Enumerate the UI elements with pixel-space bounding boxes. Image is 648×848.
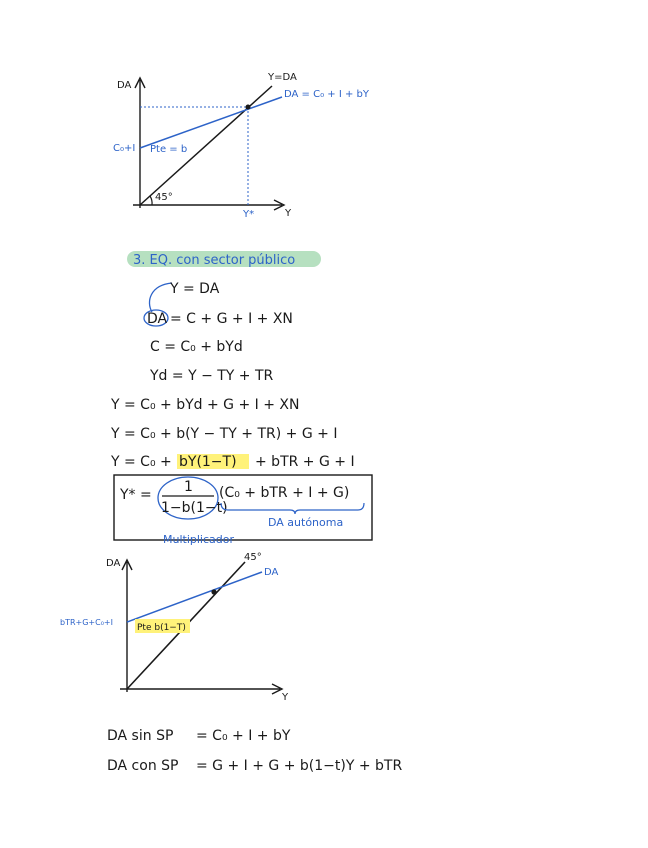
link-arc bbox=[149, 283, 172, 312]
graph-1 bbox=[113, 72, 370, 220]
graph2-da-label: DA bbox=[264, 567, 279, 578]
da-con-sp-rhs: = G + I + G + b(1−t)Y + bTR bbox=[196, 758, 403, 774]
eq-da-lhs: DA bbox=[147, 311, 168, 327]
graph2-slope-label: Pte b(1−T) bbox=[137, 623, 186, 633]
graph2-da-line bbox=[127, 572, 262, 622]
eq-substitution-1: Y = C₀ + bYd + G + I + XN bbox=[111, 397, 300, 413]
label-multiplicador: Multiplicador bbox=[163, 533, 235, 546]
graph2-intercept-label: bTR+G+C₀+I bbox=[60, 618, 113, 627]
bottom-equations bbox=[107, 728, 402, 774]
graph1-x-label: Y bbox=[285, 208, 292, 219]
fraction-numerator: 1 bbox=[184, 479, 193, 495]
eq-y-equals-da: Y = DA bbox=[170, 281, 220, 297]
eq-consumption: C = C₀ + bYd bbox=[150, 339, 243, 355]
graph1-y-label: DA bbox=[117, 80, 132, 91]
result-rhs: (C₀ + bTR + I + G) bbox=[219, 485, 350, 501]
graph1-equilibrium-label: Y* bbox=[243, 209, 255, 220]
graph2-equilibrium-point bbox=[211, 589, 216, 594]
eq-substitution-3-highlight: bY(1−T) bbox=[179, 454, 237, 470]
fraction-denominator: 1−b(1−t) bbox=[161, 500, 228, 516]
da-sin-sp-rhs: = C₀ + I + bY bbox=[196, 728, 291, 744]
graph1-da-label: DA = C₀ + I + bY bbox=[284, 89, 369, 100]
equations-block bbox=[110, 281, 372, 546]
eq-substitution-3-b: + bTR + G + I bbox=[255, 454, 355, 470]
graph1-45-label: Y=DA bbox=[268, 72, 297, 83]
graph2-x-label: Y bbox=[282, 692, 289, 703]
result-lhs: Y* = bbox=[120, 487, 152, 503]
graph1-angle-label: 45° bbox=[155, 192, 173, 203]
graph2-45-label: 45° bbox=[244, 552, 262, 563]
section-header bbox=[127, 251, 321, 268]
graph2-y-label: DA bbox=[106, 558, 121, 569]
graph1-slope-label: Pte = b bbox=[150, 144, 188, 155]
da-sin-sp-lhs: DA sin SP bbox=[107, 728, 174, 744]
graph1-angle-arc bbox=[150, 196, 152, 205]
autonomous-brace bbox=[221, 503, 364, 514]
graph1-equilibrium-point bbox=[246, 105, 251, 110]
eq-disposable-income: Yd = Y − TY + TR bbox=[150, 368, 274, 384]
eq-da-rhs: = C + G + I + XN bbox=[170, 311, 293, 327]
eq-substitution-3-a: Y = C₀ + bbox=[111, 454, 172, 470]
eq-substitution-2: Y = C₀ + b(Y − TY + TR) + G + I bbox=[111, 426, 338, 442]
section-title: 3. EQ. con sector público bbox=[133, 253, 296, 268]
da-con-sp-lhs: DA con SP bbox=[107, 758, 179, 774]
graph1-intercept-label: C₀+I bbox=[113, 143, 136, 154]
label-da-autonoma: DA autónoma bbox=[268, 516, 344, 529]
graph-2 bbox=[60, 552, 289, 703]
